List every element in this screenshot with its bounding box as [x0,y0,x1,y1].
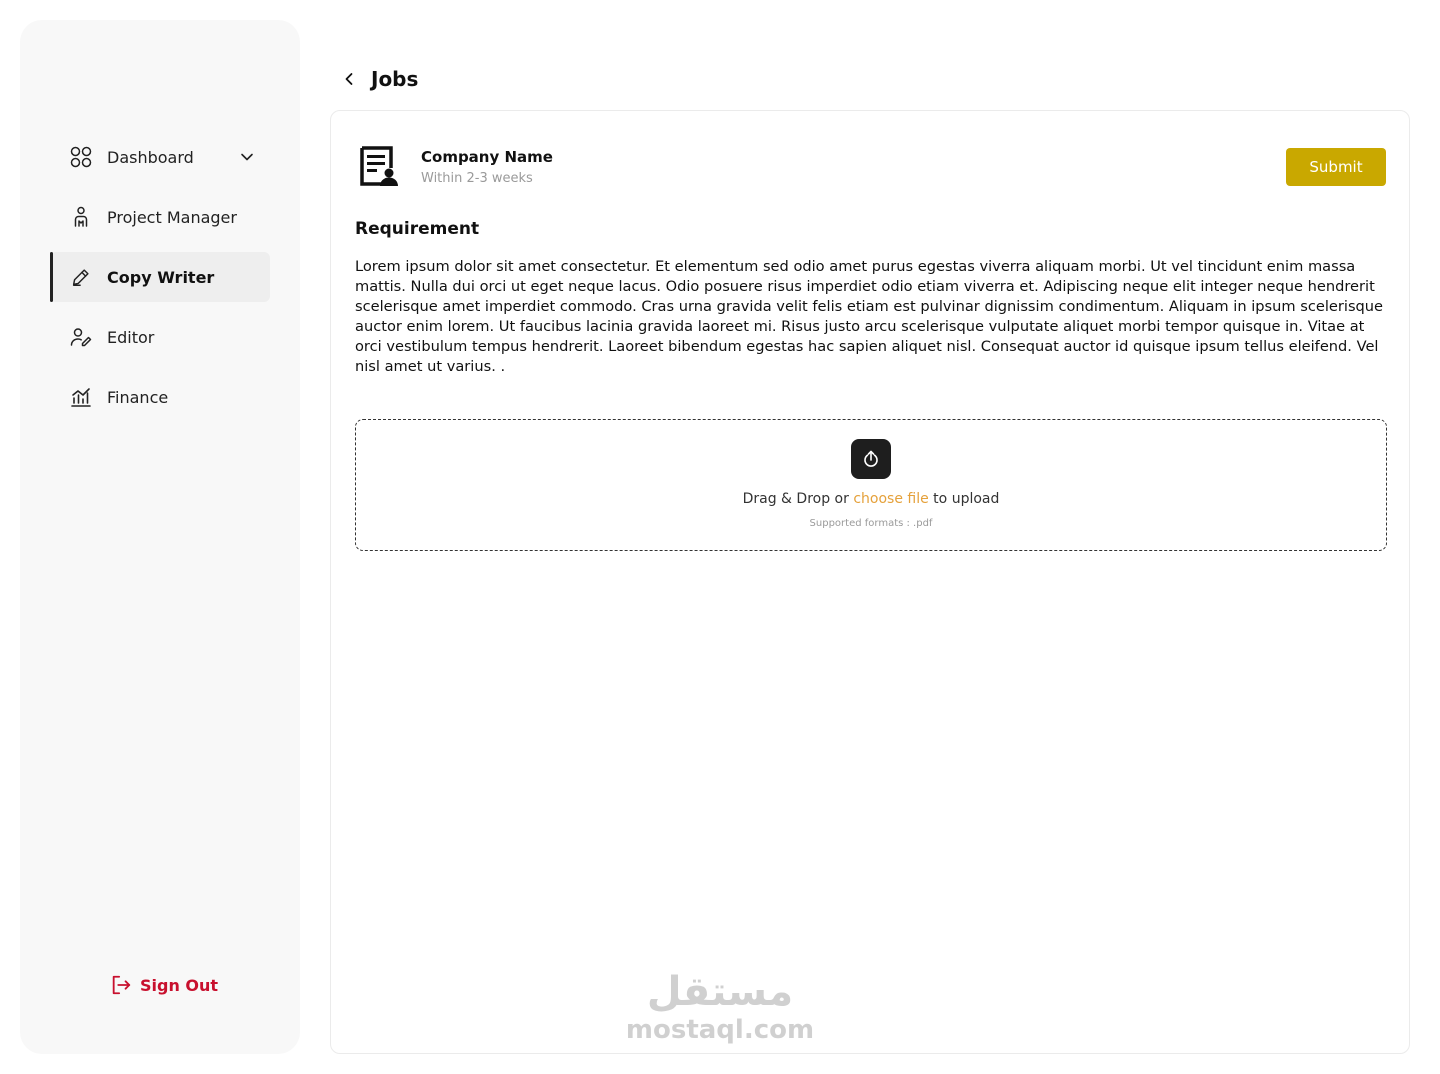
sidebar-item-label: Finance [107,387,169,407]
person-presenter-icon [68,204,94,230]
sidebar-item-label: Dashboard [107,147,194,167]
company-info [355,143,553,191]
logout-icon [110,974,132,996]
page-title: Jobs [371,67,419,91]
sidebar-item-label: Project Manager [107,207,237,227]
supported-formats: Supported formats : .pdf [809,518,933,529]
choose-file-link[interactable]: choose file [853,491,929,507]
sign-out-button[interactable] [110,974,218,996]
sidebar [20,20,300,1054]
watermark-arabic: مستقل [646,969,794,1015]
requirement-text: Lorem ipsum dolor sit amet consectetur. Et elementum sed odio amet purus egestas viverra aliquam morbi. Ut vel tincidunt enim massa mattis. Nulla dui orci ut eget neque lacus. Odio posuere risus imperdiet odio etiam viverra et. Adipiscing neque elit integer neque hendrerit scelerisque amet imperdiet commodo. Cras urna gravida velit felis etiam est pulvinar dignissim condimentum. Aliquam in ipsum scelerisque auctor enim lorem. Ut faucibus lacinia gravida laoreet mi. Risus justo arcu scelerisque vulputate aliquet morbi tempor quisque in. Vitae at orci vestibulum tempus hendrerit. Laoreet bibendum egestas hac sapien aliquet nisl. Consequat auctor id quisque ipsum tellus eleifend. Vel nisl amet ut varius. . [355,258,1384,375]
grid-icon [68,144,94,170]
submit-button[interactable]: Submit [1286,148,1386,186]
dropzone-text-after: to upload [928,491,1000,507]
upload-icon[interactable] [851,439,891,479]
company-text [421,148,553,186]
sidebar-item-copy-writer[interactable] [50,252,270,302]
page-header [340,64,418,94]
company-name: Company Name [421,148,553,166]
file-dropzone[interactable] [355,419,1387,551]
watermark-latin: mostaql.com [625,1015,815,1045]
sidebar-item-label: Copy Writer [107,267,215,287]
sidebar-item-finance[interactable] [50,372,270,422]
requirement-heading: Requirement [355,219,480,239]
job-timeline: Within 2-3 weeks [421,171,533,186]
sidebar-nav [50,132,270,432]
chart-icon [68,384,94,410]
sidebar-item-label: Editor [107,327,155,347]
job-card [330,110,1410,1054]
dropzone-instructions [356,491,1386,507]
pen-icon [68,264,94,290]
dropzone-text-before: Drag & Drop or [742,491,854,507]
chevron-down-icon[interactable] [238,148,256,166]
sidebar-item-editor[interactable] [50,312,270,362]
watermark [620,968,820,1044]
sidebar-item-project-manager[interactable] [50,192,270,242]
company-document-icon [355,143,403,191]
sidebar-item-dashboard[interactable] [50,132,270,182]
user-edit-icon [68,324,94,350]
sign-out-label: Sign Out [140,975,219,995]
back-arrow-icon[interactable] [340,64,360,94]
